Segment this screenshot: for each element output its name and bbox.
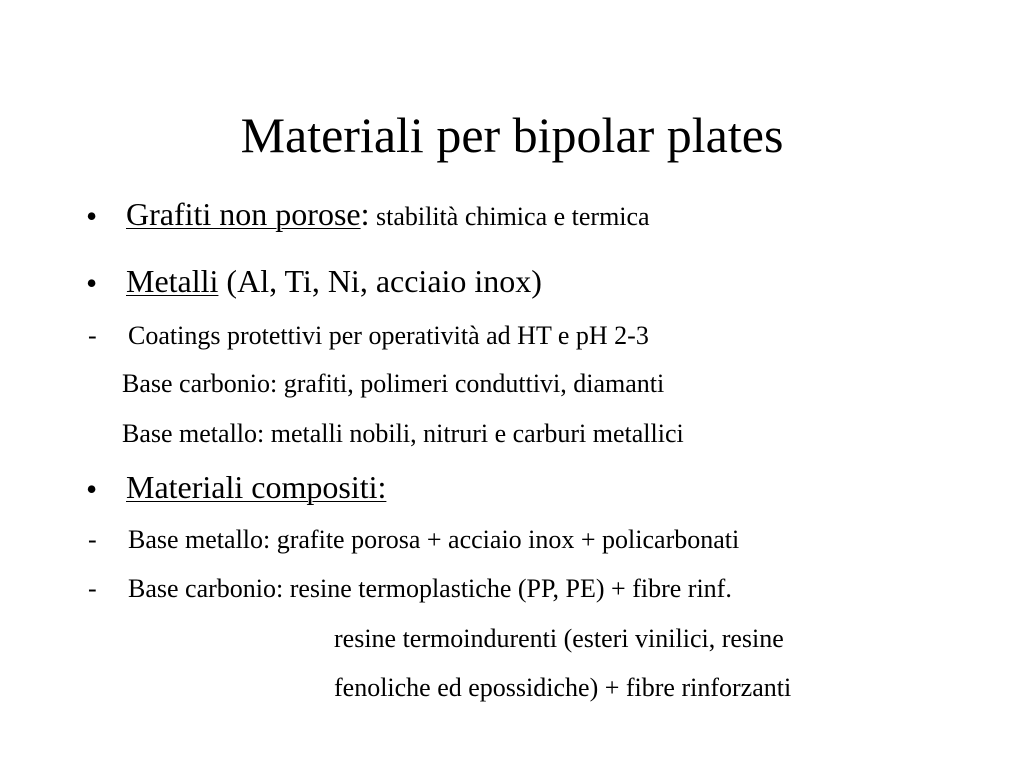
- bullet-heading: Metalli: [126, 263, 219, 299]
- bullet-item-metalli: [126, 265, 542, 297]
- slide-title: Materiali per bipolar plates: [240, 107, 784, 163]
- bullet-marker: •: [86, 198, 98, 234]
- bullet-text: (Al, Ti, Ni, acciaio inox): [218, 263, 542, 299]
- bullet-item-compositi: [126, 471, 386, 503]
- bullet-heading: Materiali compositi:: [126, 469, 387, 505]
- subitem-base-metallo-coatings: Base metallo: metalli nobili, nitruri e carburi metallici: [122, 419, 684, 448]
- dash-marker: -: [88, 321, 97, 350]
- dash-marker: -: [88, 525, 97, 554]
- subitem-coatings: Coatings protettivi per operatività ad HT e pH 2-3: [128, 321, 649, 350]
- subitem-resine-termoindurenti: resine termoindurenti (esteri vinilici, resine: [334, 624, 784, 653]
- subitem-fenoliche-epossidiche: fenoliche ed epossidiche) + fibre rinforzanti: [334, 673, 792, 702]
- bullet-marker: •: [86, 471, 98, 507]
- dash-marker: -: [88, 574, 97, 603]
- bullet-text: stabilità chimica e termica: [369, 202, 650, 231]
- bullet-marker: •: [86, 265, 98, 301]
- bullet-separator: :: [360, 196, 370, 232]
- bullet-heading: Grafiti non porose: [126, 196, 361, 232]
- subitem-base-carbonio-compositi: Base carbonio: resine termoplastiche (PP, PE) + fibre rinf.: [128, 574, 732, 603]
- bullet-item-grafiti: [126, 198, 650, 230]
- subitem-base-carbonio-coatings: Base carbonio: grafiti, polimeri conduttivi, diamanti: [122, 369, 665, 398]
- subitem-base-metallo-compositi: Base metallo: grafite porosa + acciaio inox + policarbonati: [128, 525, 740, 554]
